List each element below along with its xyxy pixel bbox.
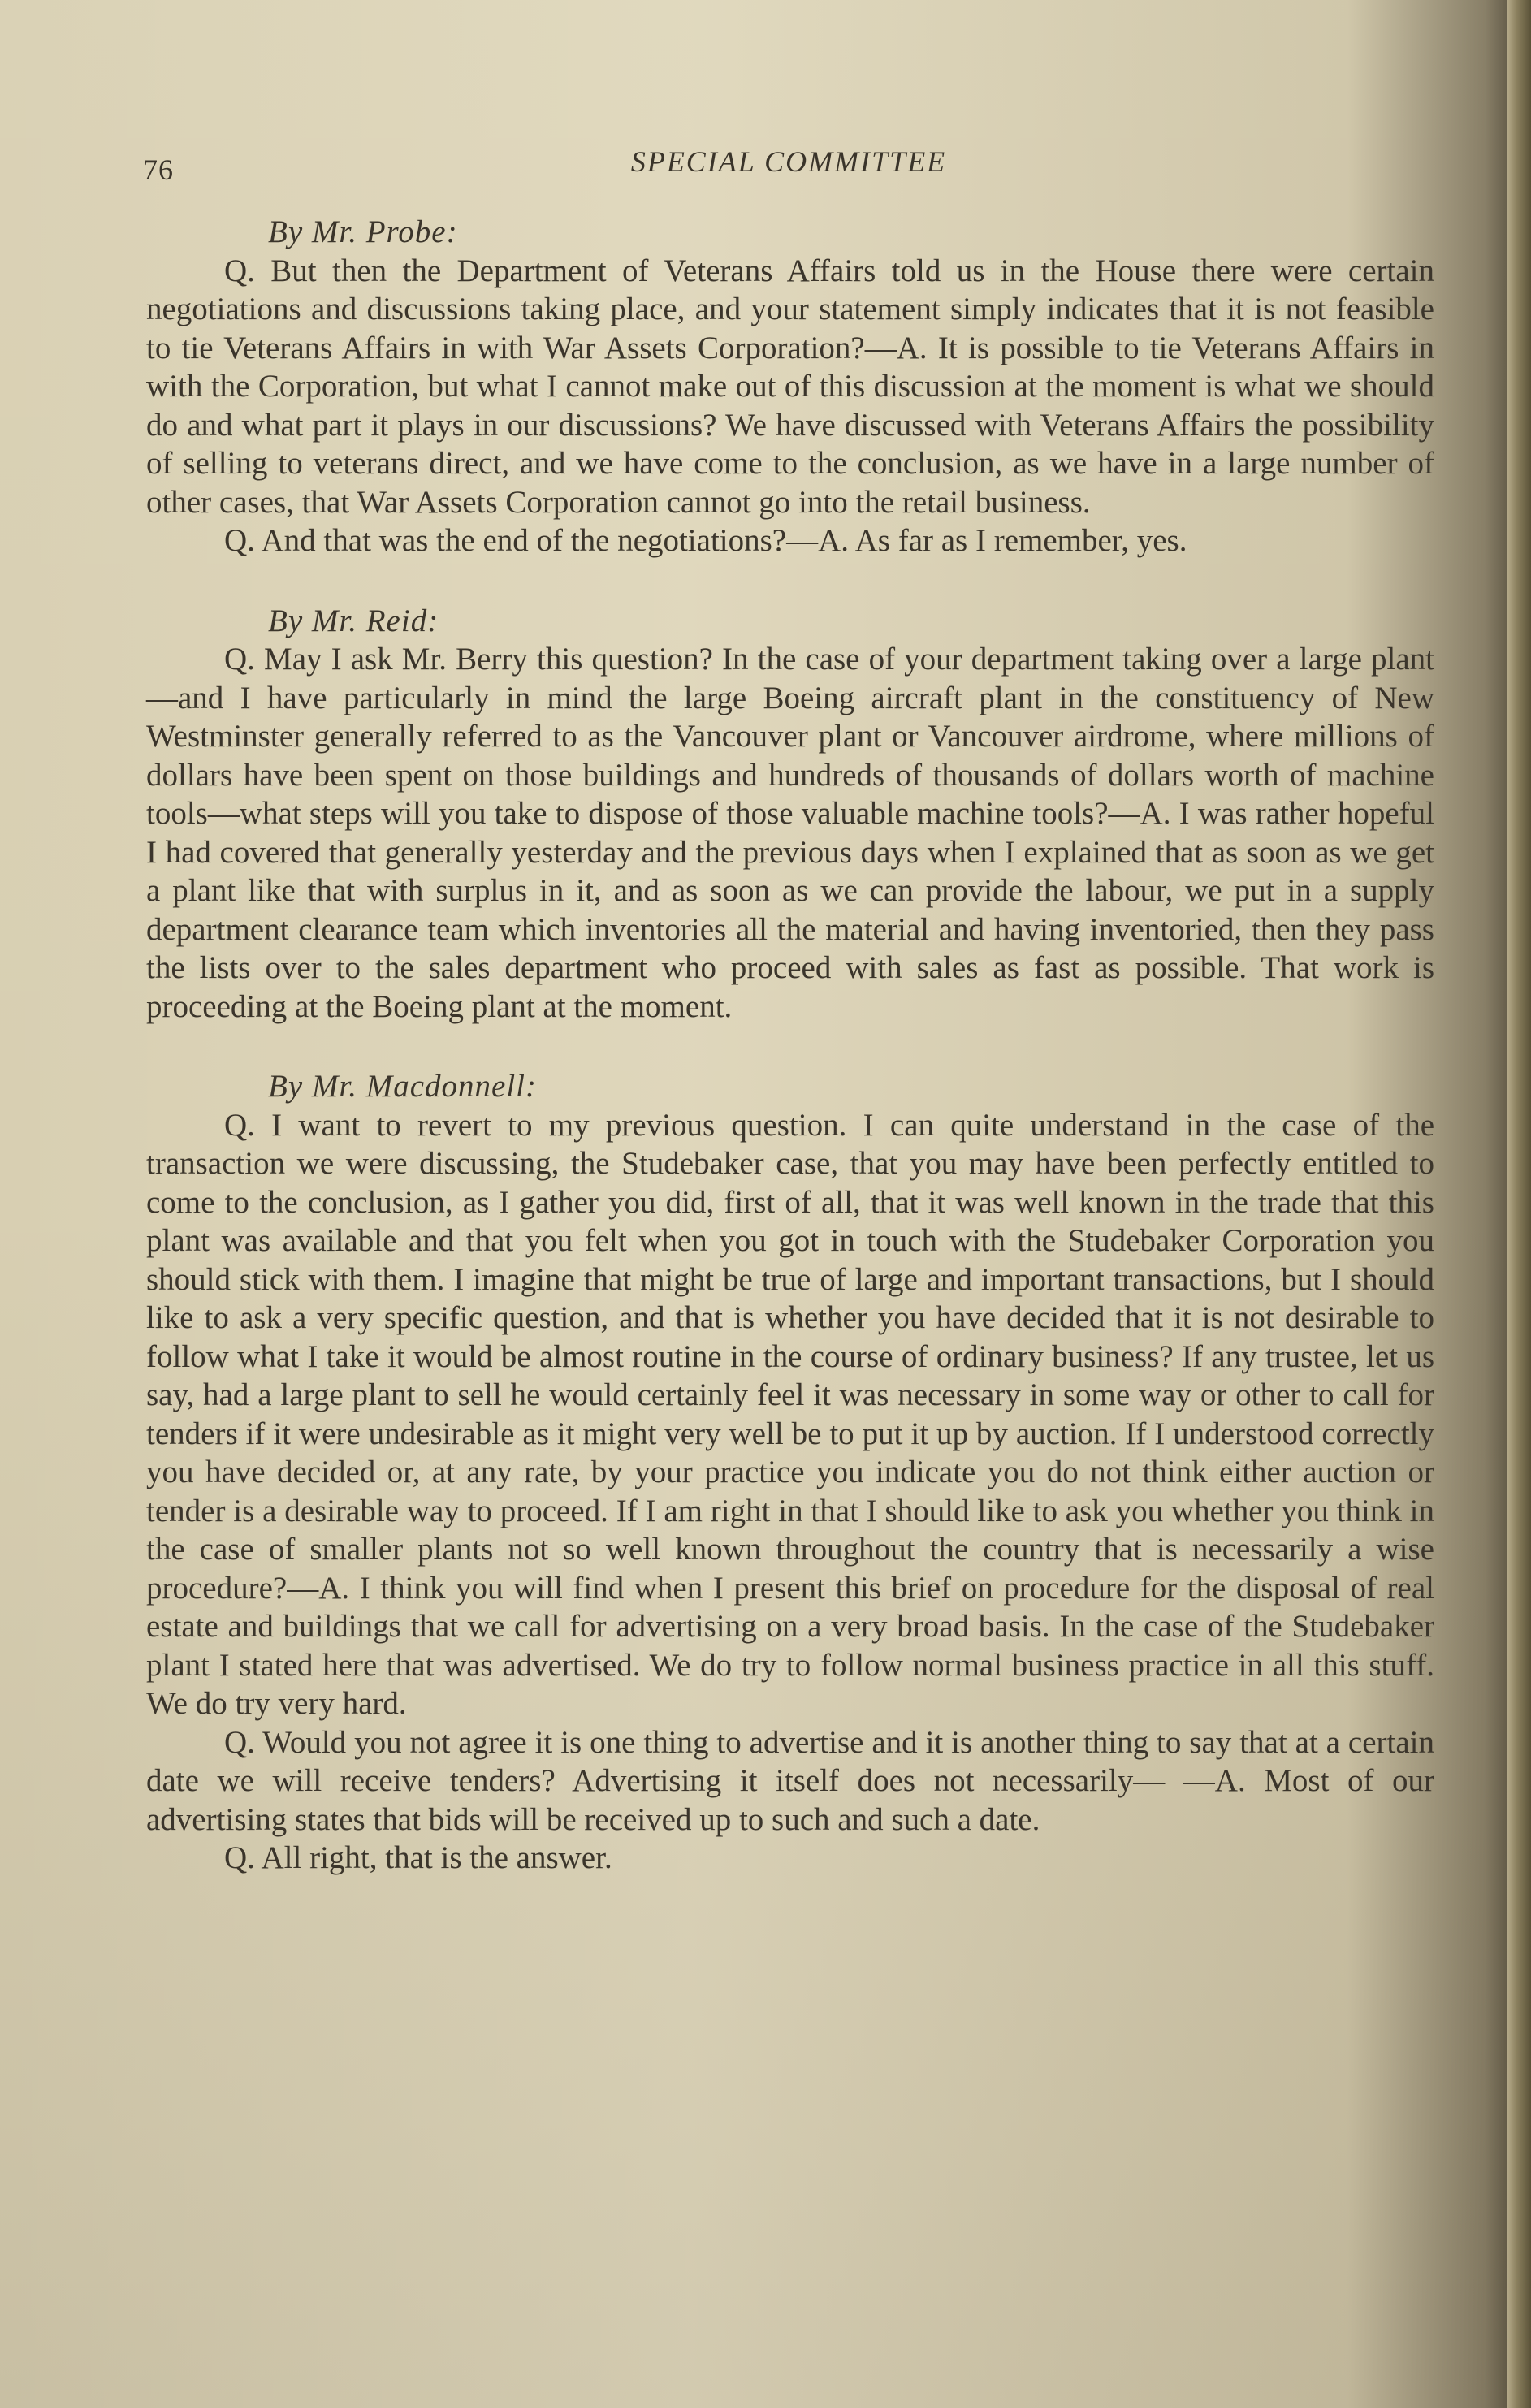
section-reid — [146, 602, 1434, 1027]
section-gap — [146, 1026, 1434, 1067]
transcript-paragraph: Q. May I ask Mr. Berry this question? In the case of your department taking over a large plant—and I have particularly in mind the large Boeing aircraft plant in the constituency of New Westminster generally referred to as the Vancouver plant or Vancouver airdrome, where millions of dollars have been spent on those buildings and hundreds of thousands of dollars worth of machine tools—what steps will you take to dispose of those valuable machine tools?—A. I was rather hopeful I had covered that generally yesterday and the previous days when I explained that as soon as we get a plant like that with surplus in it, and as soon as we can provide the labour, we put in a supply department clearance team which inventories all the material and having inventoried, then they pass the lists over to the sales department who proceed with sales as fast as possible. That work is proceeding at the Boeing plant at the moment. — [146, 642, 1434, 1024]
page-header — [143, 145, 1434, 193]
speaker-heading: By Mr. Reid: — [268, 603, 439, 638]
speaker-heading: By Mr. Macdonnell: — [268, 1069, 537, 1104]
transcript-paragraph: Q. And that was the end of the negotiations?—A. As far as I remember, yes. — [224, 523, 1187, 558]
transcript-paragraph: Q. All right, that is the answer. — [224, 1840, 612, 1875]
section-macdonnell — [146, 1067, 1434, 1878]
section-probe — [146, 213, 1434, 560]
transcript-body — [146, 213, 1434, 1878]
speaker-heading: By Mr. Probe: — [268, 214, 458, 249]
running-head: SPECIAL COMMITTEE — [630, 145, 947, 178]
page-binding-shadow — [1507, 0, 1531, 2408]
section-gap — [146, 560, 1434, 602]
page-number: 76 — [143, 153, 174, 186]
transcript-paragraph: Q. But then the Department of Veterans Affairs told us in the House there were certain negotiations and discussions taking place, and your statement simply indicates that it is not feasible to tie Veterans Affairs in with War Assets Corporation?—A. It is possible to tie Veterans Affairs in with the Corporation, but what I cannot make out of this discussion at the moment is what we should do and what part it plays in our discussions? We have discussed with Veterans Affairs the possibility of selling to veterans direct, and we have come to the conclusion, as we have in a large number of other cases, that War Assets Corporation cannot go into the retail business. — [146, 253, 1434, 520]
transcript-paragraph: Q. Would you not agree it is one thing to advertise and it is another thing to say that at a certain date we will receive tenders? Advertising it itself does not necessarily— —A. Most of our advertising states that bids will be received up to such and such a date. — [146, 1724, 1434, 1837]
transcript-paragraph: Q. I want to revert to my previous question. I can quite understand in the case of the transaction we were discussing, the Studebaker case, that you may have been perfectly entitled to come to the conclusion, as I gather you did, first of all, that it was well known in the trade that this plant was available and that you felt when you got in touch with the Studebaker Corporation you should stick with them. I imagine that might be true of large and important transactions, but I should like to ask a very specific question, and that is whether you have decided that it is not desirable to follow what I take it would be almost routine in the course of ordinary business? If any trustee, let us say, had a large plant to sell he would certainly feel it was necessary in some way or other to call for tenders if it were undesirable as it might very well be to put it up by auction. If I understood correctly you have decided or, at any rate, by your practice you indicate you do not think either auction or tender is a desirable way to proceed. If I am right in that I should like to ask you whether you think in the case of smaller plants not so well known throughout the country that is necessarily a wise procedure?—A. I think you will find when I present this brief on procedure for the disposal of real estate and buildings that we call for advertising on a very broad basis. In the case of the Studebaker plant I stated here that was advertised. We do try to follow normal business practice in all this stuff. We do try very hard. — [146, 1107, 1434, 1721]
